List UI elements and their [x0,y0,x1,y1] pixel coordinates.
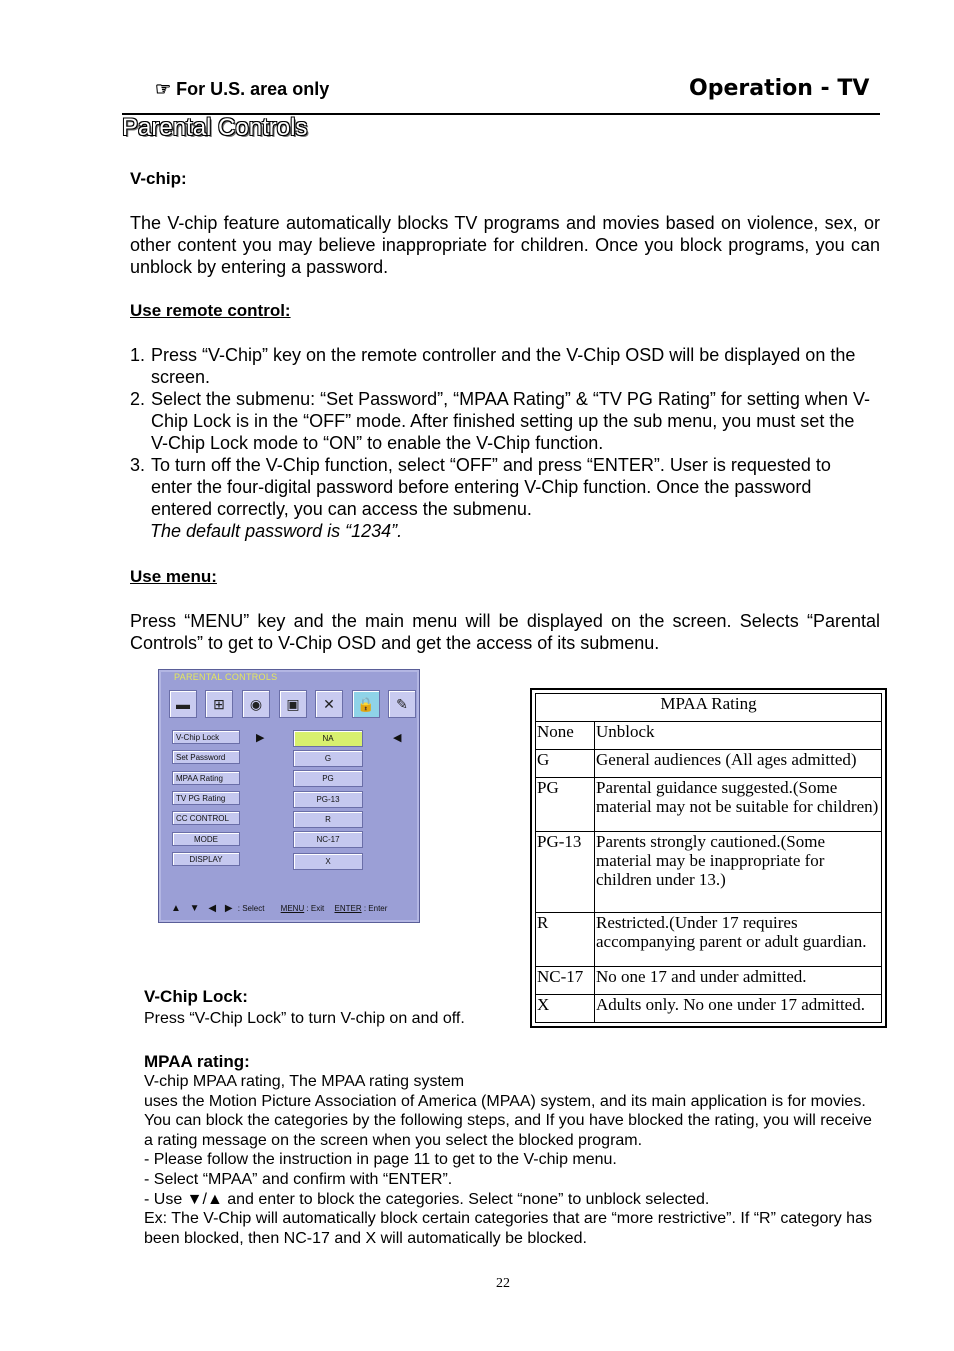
table-row [536,721,882,749]
rating-description: Restricted.(Under 17 requires accompanying parent or adult guardian. [595,912,882,966]
mpaa-step: - Please follow the instruction in page 11 to get to the V-chip menu. [144,1151,617,1169]
rating-code: None [536,721,595,749]
step-number: 1. [130,345,146,365]
mpaa-rating-text [144,1072,880,1248]
speaker-icon[interactable]: ◉ [242,690,270,718]
osd-menu-cc-control[interactable]: CC CONTROL [172,811,240,825]
mpaa-intro-line: V-chip MPAA rating, The MPAA rating system [144,1073,465,1090]
rating-code: G [536,749,595,777]
rating-code: PG-13 [536,831,595,912]
step-text: Press “V-Chip” key on the remote controller and the V-Chip OSD will be displayed on the screen. [151,345,856,387]
page-title: Parental Controls [122,114,308,141]
mpaa-rating-table [530,688,887,1028]
osd-footer-exit: : Exit [306,904,325,913]
remote-steps [130,344,870,542]
parental-controls-osd [158,669,420,923]
arrow-right-icon[interactable]: ▶ [256,732,265,744]
table-row [536,831,882,912]
section-title: Operation - TV [689,76,870,101]
osd-menu-display[interactable]: DISPLAY [172,852,240,866]
enter-key-label: ENTER [334,904,362,913]
vchip-description: The V-chip feature automatically blocks TV programs and movies based on violence, sex, or other content you may believe inappropriate for children. Once you block programs, you can unblock by entering a password. [130,213,880,277]
mpaa-rating-heading: MPAA rating: [144,1052,250,1071]
osd-menu-vchip-lock[interactable]: V-Chip Lock [172,730,240,744]
tools-icon[interactable]: ✕ [315,690,343,718]
osd-value-pg[interactable]: PG [293,770,363,787]
step-text: Select the submenu: “Set Password”, “MPAA Rating” & “TV PG Rating” for setting when V-Chip Lock is in the “OFF” mode. After finished setting up the sub menu, you must set the V-Chip Lock mode to “ON” to enable the V-Chip function. [151,389,870,453]
page-number: 22 [496,1276,510,1291]
rating-description: Unblock [595,721,882,749]
mpaa-intro-body: uses the Motion Picture Association of America (MPAA) system, and its main application is for movies. You can block the categories by the following steps, and If you have blocked the rating, you will receive a rating message on the screen when you select the blocked program. [144,1092,872,1149]
mpaa-step: - Use ▼/▲ and enter to block the categories. Select “none” to unblock selected. [144,1190,710,1208]
table-row [536,777,882,831]
rating-description: General audiences (All ages admitted) [595,749,882,777]
default-password-note: The default password is “1234”. [150,521,403,541]
table-title: MPAA Rating [536,694,882,722]
area-note [155,79,329,100]
step-number: 2. [130,389,146,409]
rating-code: X [536,995,595,1023]
arrow-left-icon[interactable]: ◀ [393,732,402,744]
mpaa-table [535,693,882,1023]
menu-heading: Use menu: [130,567,217,586]
remote-step [130,388,870,454]
osd-menu-mode[interactable]: MODE [172,832,240,846]
vchip-heading: V-chip: [130,169,187,188]
rating-description: Parents strongly cautioned.(Some material may be inappropriate for children under 13.) [595,831,882,912]
table-header-row [536,694,882,722]
osd-footer-select: : Select [237,904,265,913]
remote-step [130,344,870,388]
rating-code: R [536,912,595,966]
menu-key-label: MENU [280,904,305,913]
osd-footer [171,903,387,914]
table-row [536,967,882,995]
remote-step [130,454,870,520]
osd-menu-set-password[interactable]: Set Password [172,750,240,764]
osd-value-r[interactable]: R [293,811,363,828]
rating-code: NC-17 [536,967,595,995]
osd-value-g[interactable]: G [293,750,363,767]
osd-value-pg13[interactable]: PG-13 [293,791,363,808]
table-row [536,995,882,1023]
lock-icon[interactable]: 🔒 [352,690,380,718]
tv-icon[interactable]: ▬ [169,690,197,718]
screen-icon[interactable]: ▣ [279,690,307,718]
table-row [536,912,882,966]
rating-code: PG [536,777,595,831]
step-number: 3. [130,455,146,475]
table-row [536,749,882,777]
rating-description: Adults only. No one under 17 admitted. [595,995,882,1023]
vchip-lock-description: Press “V-Chip Lock” to turn V-chip on and off. [144,1010,465,1027]
picture-icon[interactable]: ⊞ [205,690,233,718]
vchip-lock-heading: V-Chip Lock: [144,987,248,1006]
rating-description: No one 17 and under admitted. [595,967,882,995]
navigation-arrows-icon: ▲ ▼ ◀ ▶ [171,903,236,914]
osd-value-x[interactable]: X [293,853,363,870]
osd-title: PARENTAL CONTROLS [174,672,278,682]
osd-menu-mpaa-rating[interactable]: MPAA Rating [172,771,240,785]
menu-description: Press “MENU” key and the main menu will be displayed on the screen. Selects “Parental Controls” to get to V-Chip OSD and get the access of its submenu. [130,611,880,653]
mpaa-step: - Select “MPAA” and confirm with “ENTER”. [144,1170,453,1188]
osd-menu-tv-pg-rating[interactable]: TV PG Rating [172,791,240,805]
mpaa-example: Ex: The V-Chip will automatically block certain categories that are “more restrictive”. If “R” category has been blocked, then NC-17 and X will automatically be blocked. [144,1210,872,1247]
step-text: To turn off the V-Chip function, select “OFF” and press “ENTER”. User is requested to enter the four-digital password before entering V-Chip function. Once the password entered correctly, you can access the submenu. [151,455,831,519]
remote-heading: Use remote control: [130,301,291,320]
area-note-text: For U.S. area only [176,79,330,99]
osd-footer-enter: : Enter [363,904,388,913]
osd-value-na[interactable]: NA [293,730,363,747]
osd-value-nc17[interactable]: NC-17 [293,831,363,848]
rating-description: Parental guidance suggested.(Some material may not be suitable for children) [595,777,882,831]
pointing-hand-icon: ☞ [155,79,172,99]
pencil-icon[interactable]: ✎ [388,690,416,718]
